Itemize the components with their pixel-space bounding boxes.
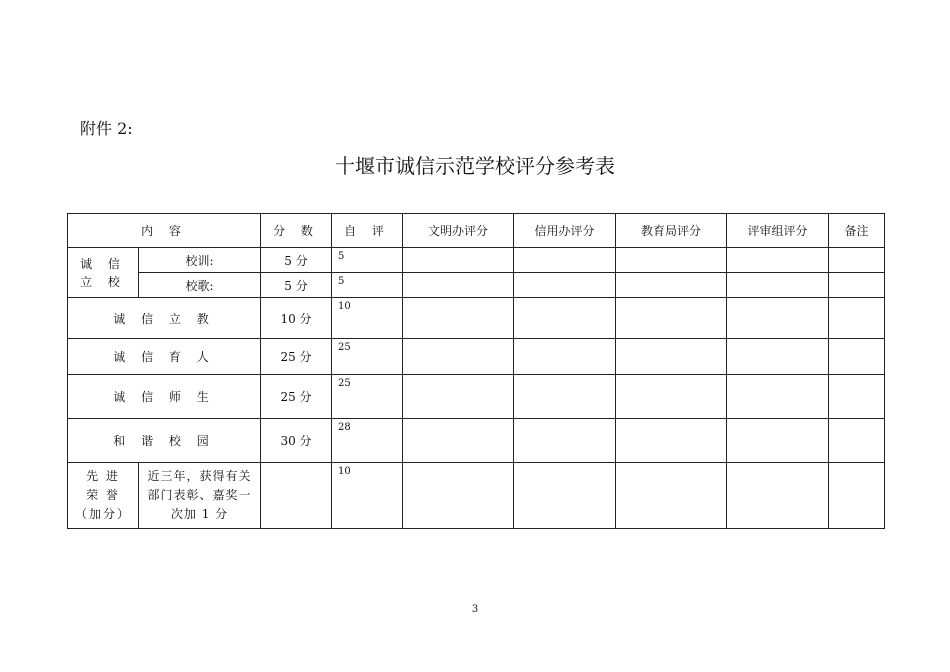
- empty-cell: [616, 298, 727, 339]
- table-row: [68, 463, 885, 529]
- empty-cell: [727, 463, 829, 529]
- header-civil-office: 文明办评分: [403, 214, 514, 248]
- empty-cell: [514, 298, 616, 339]
- empty-cell: [403, 273, 514, 298]
- category-integrity-school: [68, 248, 139, 298]
- item-label: 校歌:: [139, 273, 261, 298]
- description-line: 次加 1 分: [170, 507, 229, 521]
- empty-cell: [727, 419, 829, 463]
- item-score: 30 分: [261, 419, 332, 463]
- header-review-group: 评审组评分: [727, 214, 829, 248]
- description-line: 部门表彰、嘉奖一: [147, 488, 252, 502]
- empty-cell: [403, 375, 514, 419]
- category-line: 立 校: [80, 274, 126, 289]
- empty-cell: [829, 298, 885, 339]
- header-row: [68, 214, 885, 248]
- empty-cell: [829, 273, 885, 298]
- item-score: 5 分: [261, 273, 332, 298]
- empty-cell: [514, 419, 616, 463]
- empty-cell: [727, 298, 829, 339]
- item-label: 诚 信 立 教: [68, 298, 261, 339]
- header-score: 分 数: [261, 214, 332, 248]
- header-edu-bureau: 教育局评分: [616, 214, 727, 248]
- table-row: [68, 273, 885, 298]
- item-label: 诚 信 师 生: [68, 375, 261, 419]
- empty-cell: [616, 375, 727, 419]
- header-content: 内 容: [68, 214, 261, 248]
- self-eval-value: 25: [332, 375, 403, 419]
- empty-cell: [616, 248, 727, 273]
- empty-cell: [829, 419, 885, 463]
- page-number: 3: [471, 604, 479, 615]
- empty-cell: [261, 463, 332, 529]
- item-score: 25 分: [261, 339, 332, 375]
- empty-cell: [514, 248, 616, 273]
- empty-cell: [829, 463, 885, 529]
- empty-cell: [403, 419, 514, 463]
- empty-cell: [616, 419, 727, 463]
- empty-cell: [829, 375, 885, 419]
- empty-cell: [403, 298, 514, 339]
- category-line: 荣 誉: [86, 488, 120, 502]
- self-eval-value: 5: [332, 248, 403, 273]
- item-score: 10 分: [261, 298, 332, 339]
- empty-cell: [829, 339, 885, 375]
- empty-cell: [403, 248, 514, 273]
- item-score: 5 分: [261, 248, 332, 273]
- empty-cell: [727, 375, 829, 419]
- self-eval-value: 25: [332, 339, 403, 375]
- category-line: 诚 信: [80, 256, 126, 271]
- attachment-label: 附件 2:: [80, 119, 133, 138]
- empty-cell: [616, 463, 727, 529]
- scoring-table: [67, 213, 885, 529]
- table-row: [68, 339, 885, 375]
- category-line: （加分）: [74, 507, 131, 521]
- table-row: [68, 419, 885, 463]
- empty-cell: [403, 339, 514, 375]
- item-label: 诚 信 育 人: [68, 339, 261, 375]
- item-label: 校训:: [139, 248, 261, 273]
- self-eval-value: 5: [332, 273, 403, 298]
- empty-cell: [616, 273, 727, 298]
- item-score: 25 分: [261, 375, 332, 419]
- self-eval-value: 10: [332, 463, 403, 529]
- category-honor: [68, 463, 139, 529]
- table-row: [68, 298, 885, 339]
- empty-cell: [727, 339, 829, 375]
- page-title: 十堰市诚信示范学校评分参考表: [335, 154, 615, 178]
- description-line: 近三年，获得有关: [147, 469, 252, 483]
- header-credit-office: 信用办评分: [514, 214, 616, 248]
- category-line: 先 进: [86, 469, 120, 483]
- empty-cell: [727, 248, 829, 273]
- empty-cell: [727, 273, 829, 298]
- header-self-eval: 自 评: [332, 214, 403, 248]
- item-label: 和 谐 校 园: [68, 419, 261, 463]
- empty-cell: [616, 339, 727, 375]
- table-row: [68, 248, 885, 273]
- empty-cell: [514, 339, 616, 375]
- empty-cell: [514, 375, 616, 419]
- table-row: [68, 375, 885, 419]
- empty-cell: [514, 273, 616, 298]
- empty-cell: [514, 463, 616, 529]
- self-eval-value: 10: [332, 298, 403, 339]
- self-eval-value: 28: [332, 419, 403, 463]
- empty-cell: [829, 248, 885, 273]
- honor-description: [139, 463, 261, 529]
- empty-cell: [403, 463, 514, 529]
- header-remarks: 备注: [829, 214, 885, 248]
